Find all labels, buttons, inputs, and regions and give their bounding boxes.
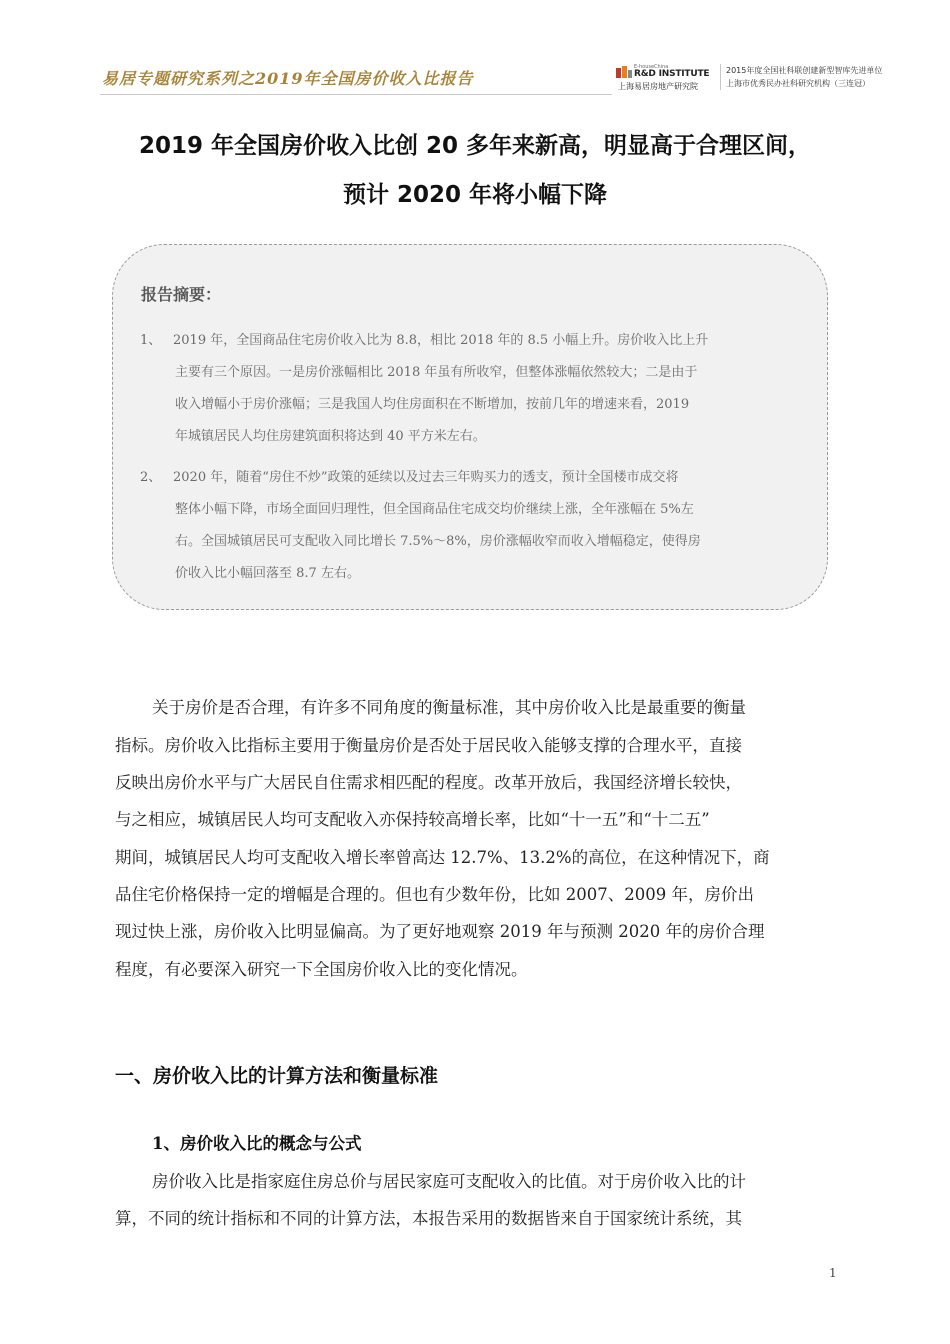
institute-logo xyxy=(616,62,716,92)
section-heading: 一、房价收入比的计算方法和衡量标准 xyxy=(115,1065,439,1087)
header-divider xyxy=(720,64,721,90)
document-title-line-1: 2019 年全国房价收入比创 20 多年来新高，明显高于合理区间， xyxy=(138,133,812,159)
page-number: 1 xyxy=(829,1266,837,1280)
paragraph-line: 程度，有必要深入研究一下全国房价收入比的变化情况。 xyxy=(115,960,528,979)
summary-line: 整体小幅下降，市场全面回归理性，但全国商品住宅成交均价继续上涨，全年涨幅在 5%左 xyxy=(175,502,694,517)
logo-tagline: E-houseChina xyxy=(634,64,669,70)
award-line-1: 2015年度全国社科联创建新型智库先进单位 xyxy=(726,66,883,75)
paragraph-line: 反映出房价水平与广大居民自住需求相匹配的程度。改革开放后，我国经济增长较快， xyxy=(115,773,742,792)
paragraph-line: 房价收入比是指家庭住房总价与居民家庭可支配收入的比值。对于房价收入比的计 xyxy=(152,1172,746,1191)
paragraph-line: 与之相应，城镇居民人均可支配收入亦保持较高增长率，比如“十一五”和“十二五” xyxy=(115,810,710,829)
paragraph-line: 品住宅价格保持一定的增幅是合理的。但也有少数年份，比如 2007、2009 年，房价出 xyxy=(115,885,754,904)
summary-heading: 报告摘要： xyxy=(141,285,222,304)
summary-line: 收入增幅小于房价涨幅；三是我国人均住房面积在不断增加，按前几年的增速来看，2019 xyxy=(175,397,690,412)
paragraph-line: 期间，城镇居民人均可支配收入增长率曾高达 12.7%、13.2%的高位，在这种情况下，商 xyxy=(115,848,770,867)
logo-name: R&D INSTITUTE xyxy=(634,69,710,79)
summary-line: 2019 年，全国商品住宅房价收入比为 8.8，相比 2018 年的 8.5 小幅上升。房价收入比上升 xyxy=(173,333,709,348)
summary-item-number: 1、 xyxy=(140,333,162,348)
subsection-heading: 1、房价收入比的概念与公式 xyxy=(152,1134,362,1153)
header-rule xyxy=(100,94,612,95)
award-line-2: 上海市优秀民办社科研究机构（三连冠） xyxy=(726,79,870,88)
paragraph-line: 指标。房价收入比指标主要用于衡量房价是否处于居民收入能够支撑的合理水平，直接 xyxy=(115,736,742,755)
header-series-title: 易居专题研究系列之2019年全国房价收入比报告 xyxy=(102,69,474,88)
logo-mark-icon xyxy=(616,66,632,80)
summary-line: 2020 年，随着“房住不炒”政策的延续以及过去三年购买力的透支，预计全国楼市成交将 xyxy=(173,470,679,485)
paragraph-line: 关于房价是否合理，有许多不同角度的衡量标准，其中房价收入比是最重要的衡量 xyxy=(152,698,746,717)
document-title-line-2: 预计 2020 年将小幅下降 xyxy=(342,182,608,208)
summary-line: 右。全国城镇居民可支配收入同比增长 7.5%～8%，房价涨幅收窄而收入增幅稳定，使得房 xyxy=(175,534,701,549)
summary-line: 主要有三个原因。一是房价涨幅相比 2018 年虽有所收窄，但整体涨幅依然较大；二是由于 xyxy=(175,365,698,380)
paragraph-line: 现过快上涨，房价收入比明显偏高。为了更好地观察 2019 年与预测 2020 年的房价合理 xyxy=(115,922,765,941)
logo-cn-name: 上海易居房地产研究院 xyxy=(618,82,698,91)
award-text xyxy=(726,64,882,90)
summary-line: 年城镇居民人均住房建筑面积将达到 40 平方米左右。 xyxy=(175,429,486,444)
summary-item-number: 2、 xyxy=(140,470,162,485)
paragraph-line: 算，不同的统计指标和不同的计算方法，本报告采用的数据皆来自于国家统计系统，其 xyxy=(115,1209,742,1228)
summary-line: 价收入比小幅回落至 8.7 左右。 xyxy=(175,566,360,581)
